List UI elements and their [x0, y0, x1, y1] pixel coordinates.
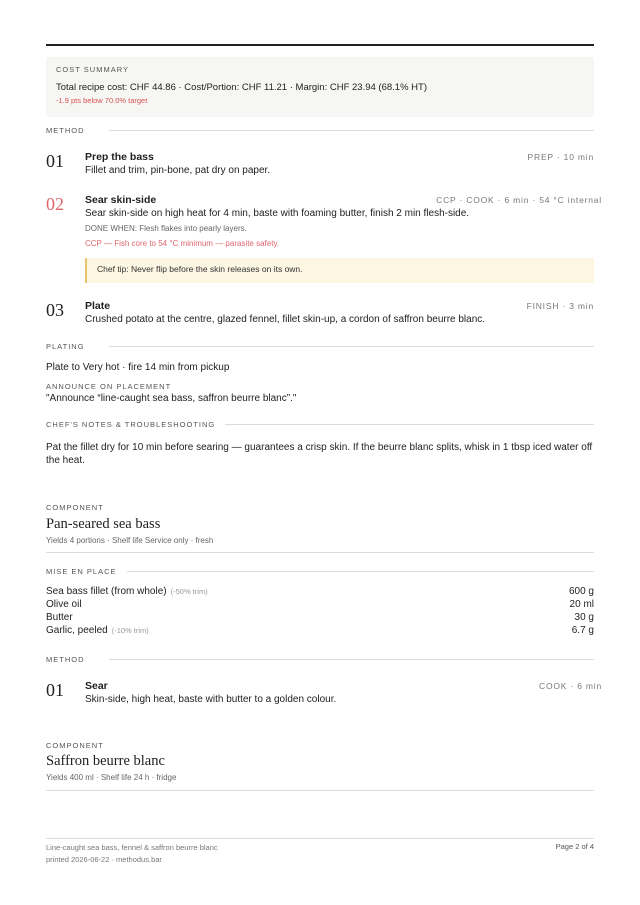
step-title: Prep the bass [85, 151, 154, 163]
method-step-3 [46, 300, 602, 330]
ingredient-trim: (-10% trim) [111, 626, 149, 635]
divider [109, 130, 595, 131]
component-label: COMPONENT [46, 503, 104, 512]
step-meta: COOK · 6 min [539, 681, 602, 691]
footer-printed: printed 2026-06-22 · methodus.bar [46, 855, 162, 864]
margin-warning: -1.9 pts below 70.0% target [56, 96, 148, 105]
step-body: Crushed potato at the centre, glazed fennel, fillet skin-up, a cordon of saffron beurre blanc. [85, 314, 486, 325]
ingredient-row [46, 612, 594, 625]
ingredient-name: Garlic, peeled [46, 625, 108, 636]
cost-summary-box [46, 57, 594, 117]
ingredient-name: Olive oil [46, 599, 82, 610]
step-number: 01 [46, 151, 64, 171]
mise-section-label [46, 567, 594, 576]
divider [127, 571, 594, 572]
step-title: Plate [85, 300, 111, 312]
ingredient-qty: 600 g [568, 586, 594, 597]
plating-section-label [46, 342, 594, 351]
ingredient-name: Sea bass fillet (from whole) [46, 586, 167, 597]
ingredient-qty: 30 g [574, 612, 594, 623]
plating-text: Plate to Very hot · fire 14 min from pickup [46, 362, 230, 373]
component-method-section-label [46, 655, 594, 664]
ingredient-name: Butter [46, 612, 73, 623]
step-meta: FINISH · 3 min [526, 301, 594, 311]
plating-label: PLATING [46, 342, 85, 351]
component-label: COMPONENT [46, 741, 104, 750]
step-title: Sear [85, 680, 108, 692]
method-label: METHOD [46, 655, 85, 664]
recipe-page [46, 0, 602, 905]
component-name: Saffron beurre blanc [46, 753, 165, 769]
ingredient-row [46, 586, 594, 599]
footer-rule [46, 838, 594, 839]
component-name: Pan-seared sea bass [46, 516, 161, 532]
step-body: Sear skin-side on high heat for 4 min, baste with foaming butter, finish 2 min flesh-side. [85, 208, 470, 219]
cost-summary-title: COST SUMMARY [56, 65, 129, 74]
component-rule [46, 552, 594, 553]
step-number: 02 [46, 194, 64, 214]
ccp-note: CCP — Fish core to 54 °C minimum — parasite safety. [85, 239, 280, 248]
method-label: METHOD [46, 126, 85, 135]
announce-label: ANNOUNCE ON PLACEMENT [46, 382, 172, 391]
ingredient-qty: 6.7 g [571, 625, 594, 636]
step-title: Sear skin-side [85, 194, 157, 206]
step-body: Fillet and trim, pin-bone, pat dry on paper. [85, 165, 271, 176]
step-number: 01 [46, 680, 64, 700]
step-meta: PREP · 10 min [527, 152, 594, 162]
component-rule [46, 790, 594, 791]
method-step-2 [46, 194, 602, 289]
method-section-label [46, 126, 594, 135]
footer-left [46, 842, 218, 866]
notes-text: Pat the fillet dry for 10 min before searing — guarantees a crisp skin. If the beurre blanc splits, whisk in 1 tbsp iced water off the heat. [46, 442, 593, 466]
ingredient-row [46, 625, 594, 638]
divider [109, 346, 594, 347]
announce-text: "Announce “line-caught sea bass, saffron beurre blanc”." [46, 393, 297, 404]
page-number: Page 2 of 4 [555, 842, 594, 851]
method-step-1 [46, 151, 602, 181]
footer-title: Line-caught sea bass, fennel & saffron beurre blanc [46, 843, 218, 852]
component-sub: Yields 4 portions · Shelf life Service only · fresh [46, 536, 214, 545]
ingredient-qty: 20 ml [569, 599, 594, 610]
divider [225, 424, 594, 425]
chef-tip: Chef tip: Never flip before the skin releases on its own. [85, 258, 594, 283]
cost-summary-line: Total recipe cost: CHF 44.86 · Cost/Portion: CHF 11.21 · Margin: CHF 23.94 (68.1% HT) [56, 82, 427, 93]
ingredient-row [46, 599, 594, 612]
done-when: DONE WHEN: Flesh flakes into pearly layers. [85, 224, 247, 233]
component-sub: Yields 400 ml · Shelf life 24 h · fridge [46, 773, 177, 782]
notes-section-label [46, 420, 594, 429]
divider [109, 659, 595, 660]
mise-label: MISE EN PLACE [46, 567, 117, 576]
component-step-1 [46, 680, 602, 710]
step-meta: CCP · COOK · 6 min · 54 °C internal [436, 195, 602, 205]
step-number: 03 [46, 300, 64, 320]
notes-label: CHEF'S NOTES & TROUBLESHOOTING [46, 420, 216, 429]
step-body: Skin-side, high heat, baste with butter to a golden colour. [85, 694, 337, 705]
top-rule [46, 44, 594, 46]
ingredient-trim: (-50% trim) [170, 587, 208, 596]
